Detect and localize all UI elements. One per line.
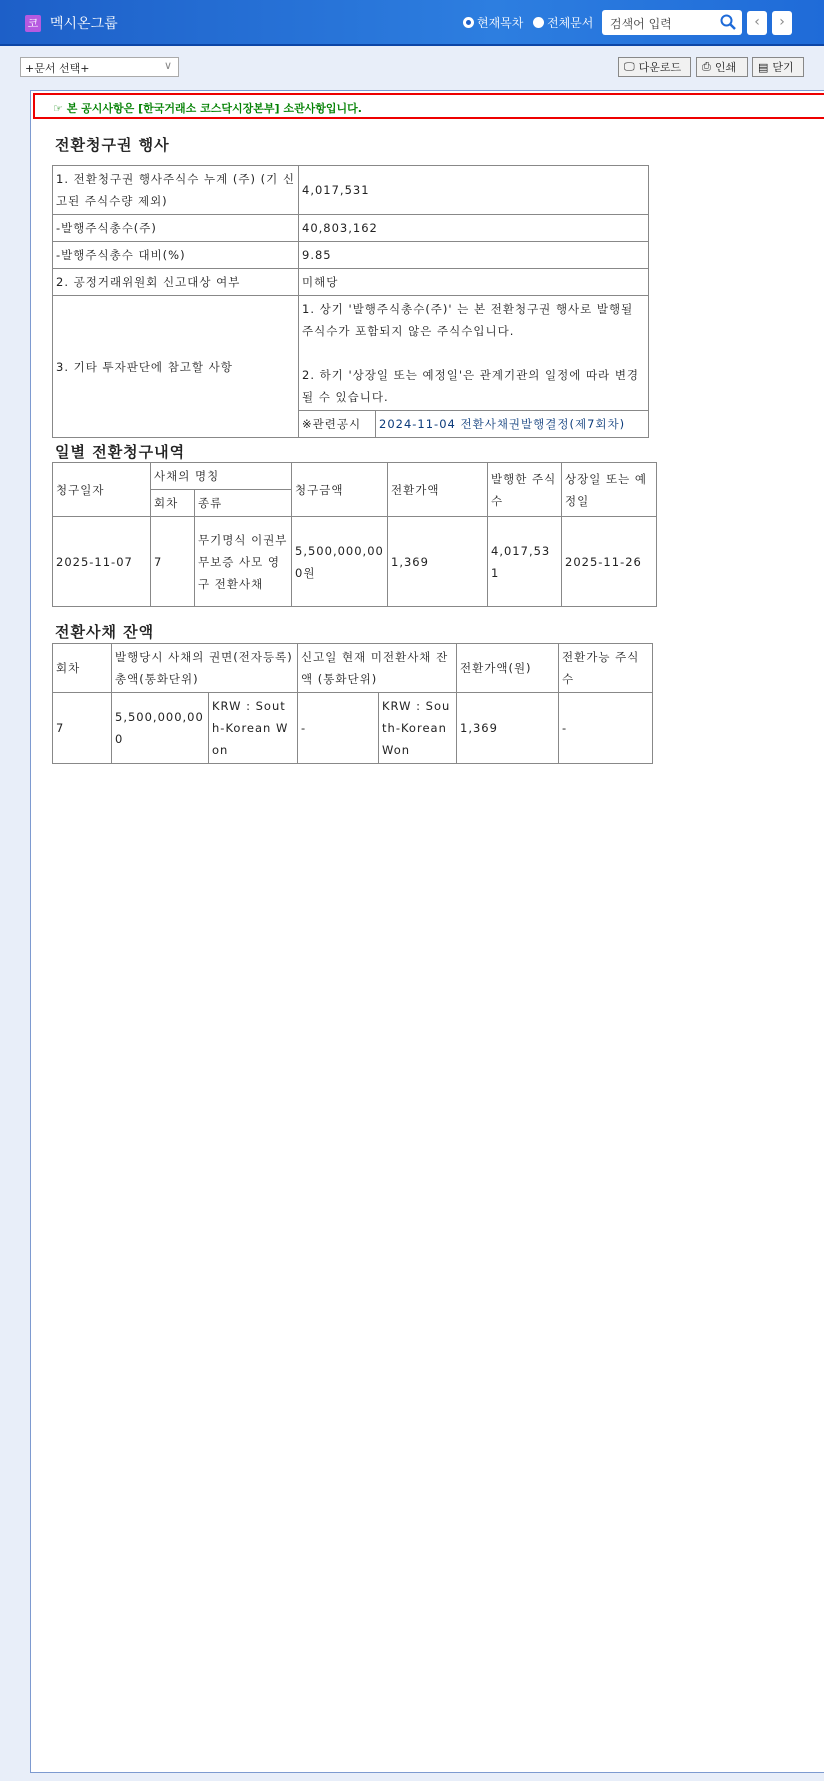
value-cell: [299, 296, 649, 411]
label-cell: -발행주식총수(주): [53, 215, 299, 242]
radio-label: 전체문서: [547, 16, 594, 30]
cell: 1,369: [457, 693, 559, 764]
cell: 2025-11-07: [53, 517, 151, 607]
header-cell: 사채의 명칭: [151, 463, 292, 490]
bond-balance-table: [52, 643, 653, 764]
print-button[interactable]: [696, 57, 748, 77]
search-icon[interactable]: [720, 14, 736, 30]
cell: KRW : South-Korean Won: [379, 693, 457, 764]
cell: -: [559, 693, 653, 764]
close-button[interactable]: [752, 57, 804, 77]
header-cell: 발행당시 사채의 권면(전자등록)총액(통화단위): [112, 644, 298, 693]
radio-selected-icon: [463, 17, 474, 28]
label-cell: 2. 공정거래위원회 신고대상 여부: [53, 269, 299, 296]
cell: 7: [151, 517, 195, 607]
radio-label: 현재목차: [477, 16, 524, 30]
header-bar: [0, 0, 824, 46]
jurisdiction-notice: ☞ 본 공시사항은 [한국거래소 코스닥시장본부] 소관사항입니다.: [33, 93, 824, 119]
header-cell: 전환가액(원): [457, 644, 559, 693]
search-placeholder: 검색어 입력: [610, 17, 672, 31]
document-icon: ▤: [758, 60, 769, 74]
header-cell: 상장일 또는 예정일: [562, 463, 657, 517]
select-value: +문서 선택+: [25, 62, 90, 75]
conversion-exercise-table: [52, 165, 649, 438]
document-panel: [30, 90, 824, 1773]
label-cell: 3. 기타 투자판단에 참고할 사항: [53, 296, 299, 438]
header-cell: 종류: [195, 490, 292, 517]
header-cell: 신고일 현재 미전환사채 잔액 (통화단위): [298, 644, 457, 693]
related-label: ※관련공시: [299, 411, 376, 438]
cell: 5,500,000,000원: [292, 517, 388, 607]
download-button[interactable]: [618, 57, 691, 77]
company-name: 멕시온그룹: [50, 16, 118, 32]
label-cell: -발행주식총수 대비(%): [53, 242, 299, 269]
radio-unselected-icon: [533, 17, 544, 28]
header-cell: 회차: [151, 490, 195, 517]
section-title: 전환사채 잔액: [55, 623, 155, 641]
value-cell: 4,017,531: [299, 166, 649, 215]
header-cell: 전환가능 주식수: [559, 644, 653, 693]
note-1: 1. 상기 '발행주식총수(주)' 는 본 전환청구권 행사로 발행될 주식수가 포함되지 않은 주식수입니다.: [302, 302, 634, 338]
document-select[interactable]: [20, 57, 179, 77]
value-cell: 9.85: [299, 242, 649, 269]
value-cell: 미해당: [299, 269, 649, 296]
header-cell: 발행한 주식수: [488, 463, 562, 517]
note-2: 2. 하기 '상장일 또는 예정일'은 관계기관의 일정에 따라 변경될 수 있습니다.: [302, 368, 640, 404]
search-input[interactable]: [602, 10, 742, 35]
table-row: [53, 517, 657, 607]
cell: -: [298, 693, 379, 764]
related-disclosure-link[interactable]: 2024-11-04 전환사채권발행결정(제7회차): [379, 417, 626, 431]
header-cell: 전환가액: [388, 463, 488, 517]
cell: 7: [53, 693, 112, 764]
table-row: [53, 693, 653, 764]
cell: 1,369: [388, 517, 488, 607]
download-label: 다운로드: [638, 61, 682, 74]
cell: 4,017,531: [488, 517, 562, 607]
prev-button[interactable]: ‹: [747, 11, 767, 35]
value-cell: 40,803,162: [299, 215, 649, 242]
cell: 5,500,000,000: [112, 693, 209, 764]
chevron-down-icon: ∨: [163, 59, 172, 72]
close-label: 닫기: [772, 61, 794, 74]
section-title: 일별 전환청구내역: [55, 443, 186, 461]
monitor-icon: 🖵: [624, 60, 635, 73]
radio-current-toc[interactable]: [463, 14, 523, 31]
company-logo-icon: 코: [25, 15, 41, 32]
next-button[interactable]: ›: [772, 11, 792, 35]
daily-conversion-table: [52, 462, 657, 607]
label-cell: 1. 전환청구권 행사주식수 누계 (주) (기 신고된 주식수량 제외): [53, 166, 299, 215]
cell: 2025-11-26: [562, 517, 657, 607]
header-cell: 청구일자: [53, 463, 151, 517]
cell: KRW : South-Korean Won: [209, 693, 298, 764]
print-label: 인쇄: [714, 61, 737, 74]
header-cell: 회차: [53, 644, 112, 693]
cell: 무기명식 이권부 무보증 사모 영구 전환사채: [195, 517, 292, 607]
radio-all-docs[interactable]: [533, 14, 593, 31]
printer-icon: ⎙: [702, 60, 711, 73]
header-cell: 청구금액: [292, 463, 388, 517]
section-title: 전환청구권 행사: [55, 136, 170, 154]
